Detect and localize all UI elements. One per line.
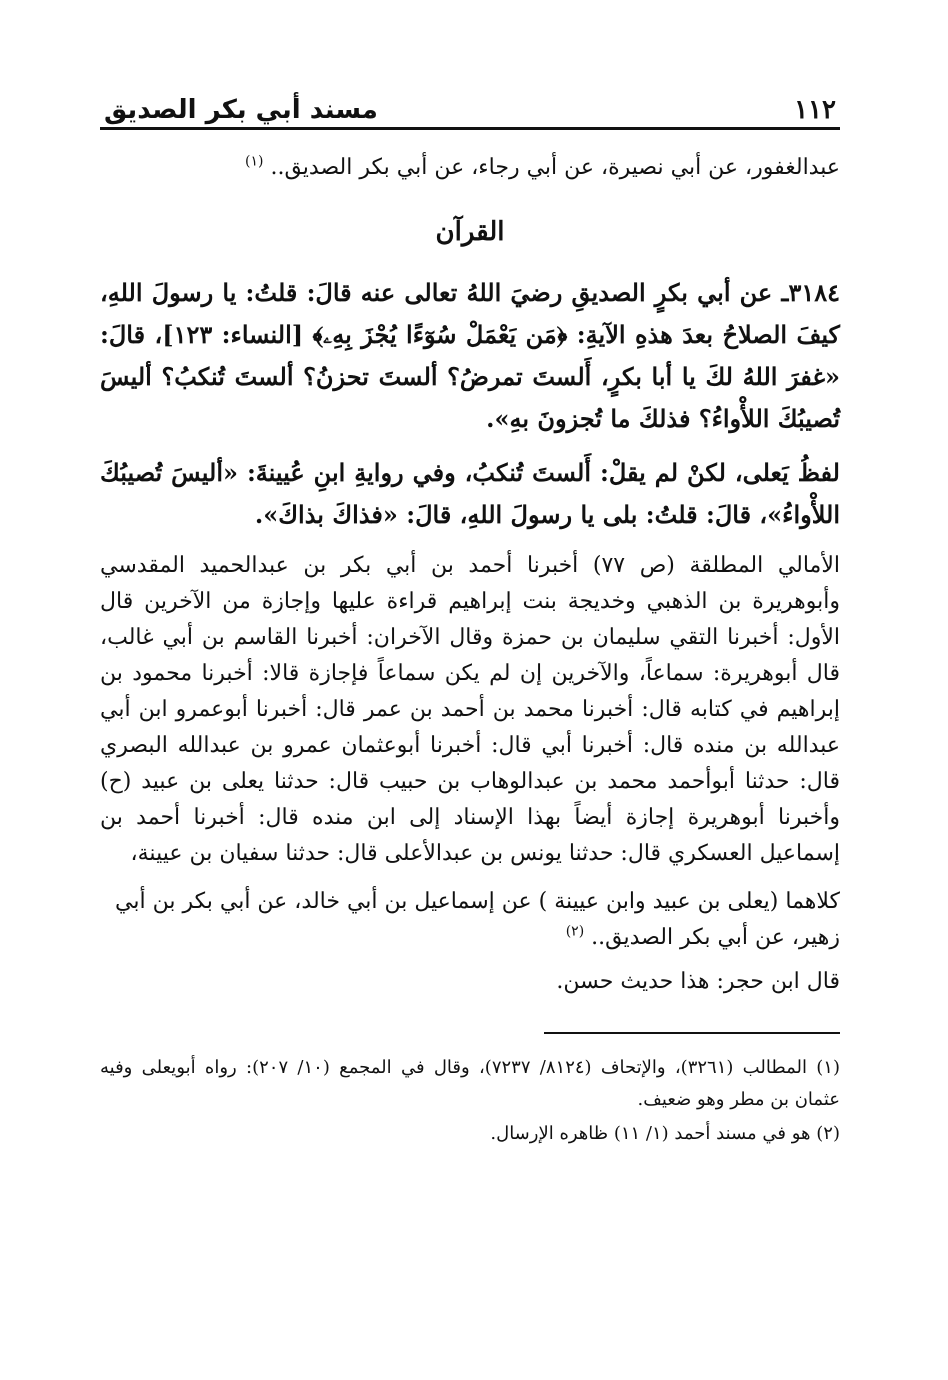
grading-line: قال ابن حجر: هذا حديث حسن.	[556, 969, 840, 994]
footnote-1: (١) المطالب (٣٢٦١)، والإتحاف (٨١٢٤/ ٧٢٣٧)، وقال في المجمع (١٠/ ٢٠٧): رواه أبويعلى وفيه عثمان بن مطر وهو ضعيف.	[100, 1057, 840, 1110]
footnote-ref-2: (٢)	[565, 923, 585, 940]
chain-text: كلاهما (يعلى بن عبيد وابن عيينة ) عن إسماعيل بن أبي خالد، عن أبي بكر بن أبي زهير، عن أبي بكر الصديق..	[115, 889, 840, 950]
chain-paragraph	[100, 884, 840, 956]
section-title: القرآن	[435, 217, 505, 247]
hadith-text: ٣١٨٤ـ عن أبي بكرٍ الصديقِ رضيَ اللهُ تعالى عنه قالَ: قلتُ: يا رسولَ اللهِ، كيفَ الصلاحُ بعدَ هذهِ الآيةِ: ﴿مَن يَعْمَلْ سُوٓءًا يُجْزَ بِهِۦ﴾ [النساء: ١٢٣]، قالَ: «غفرَ اللهُ لكَ يا أبا بكرٍ، أَلستَ تمرضُ؟ ألستَ تحزنُ؟ ألستَ تُنكبُ؟ أليسَ تُصيبُكَ اللأْواءُ؟ فذلكَ ما تُجزونَ بهِ».	[100, 278, 840, 433]
variant-wording-paragraph: لفظُ يَعلى، لكنْ لم يقلْ: أَلستَ تُنكبُ، وفي روايةِ ابنِ عُيينةَ: «أليسَ تُصيبُكَ اللأْواءُ»، قالَ: قلتُ: بلى يا رسولَ اللهِ، قالَ: «فذاكَ بذاكَ».	[100, 458, 840, 529]
continuation-text: عبدالغفور، عن أبي نصيرة، عن أبي رجاء، عن أبي بكر الصديق..	[263, 155, 840, 180]
footnote-ref-1: (١)	[245, 153, 264, 170]
page-number: ١١٢	[794, 95, 836, 125]
running-title: مسند أبي بكر الصديق	[104, 95, 378, 125]
isnad-paragraph: الأمالي المطلقة (ص ٧٧) أخبرنا أحمد بن أبي بكر بن عبدالحميد المقدسي وأبوهريرة بن الذهبي وخديجة بنت إبراهيم قراءة عليها وإجازة من الآخرين قال الأول: أخبرنا التقي سليمان بن حمزة وقال الآخران: أخبرنا القاسم بن أبي غالب، قال أبوهريرة: سماعاً، والآخرين إن لم يكن سماعاً فإجازة قالا: أخبرنا محمود بن إبراهيم في كتابه قال: أخبرنا محمد بن أحمد بن عمر قال: أخبرنا أبوعمرو ابن أبي عبدالله بن منده قال: أخبرنا أبي قال: أخبرنا أبوعثمان عمرو بن عبدالله البصري قال: حدثنا أبوأحمد محمد بن عبدالوهاب بن حبيب قال: حدثنا يعلى بن عبيد (ح) وأخبرنا أبوهريرة إجازة أيضاً بهذا الإسناد إلى ابن منده قال: أخبرنا أحمد بن إسماعيل العسكري قال: حدثنا يونس بن عبدالأعلى قال: حدثنا سفيان بن عيينة،	[100, 553, 841, 866]
footnote-2: (٢) هو في مسند أحمد (١/ ١١) ظاهره الإرسال.	[490, 1123, 840, 1144]
book-page	[100, 85, 840, 1150]
running-header	[100, 85, 840, 130]
footnotes	[100, 1052, 840, 1150]
footnote-separator	[544, 1032, 840, 1034]
continuation-paragraph	[100, 148, 840, 188]
